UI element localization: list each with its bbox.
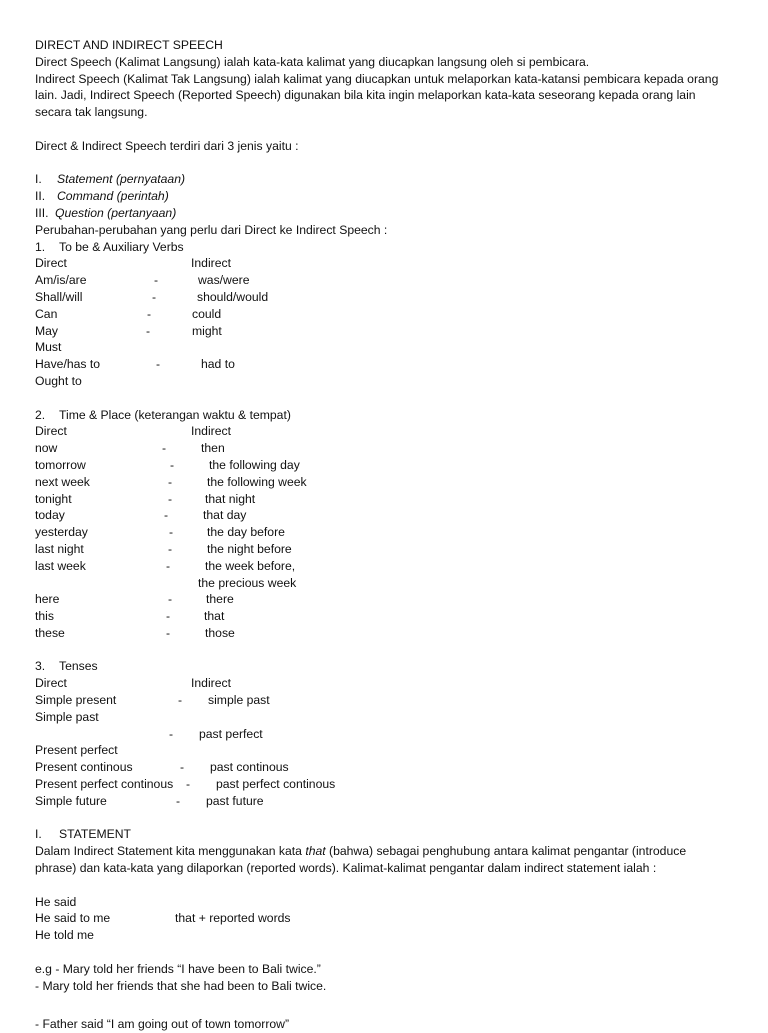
table-row (35, 339, 735, 356)
table-row (35, 524, 735, 541)
document-page (35, 37, 735, 994)
table-row (35, 541, 735, 558)
indirect-cell: had to (201, 357, 235, 372)
indirect-cell: the following day (209, 457, 300, 472)
direct-cell: Can (35, 306, 58, 321)
direct-cell: Simple present (35, 693, 117, 708)
indirect-cell: that night (205, 491, 256, 506)
col-indirect: Indirect (191, 256, 231, 271)
indirect-cell: should/would (197, 289, 269, 304)
direct-cell: Ought to (35, 373, 82, 388)
dash-cell: - (162, 441, 167, 456)
indirect-cell: the precious week (198, 575, 297, 590)
col-direct: Direct (35, 256, 67, 271)
statement-paragraph: Dalam Indirect Statement kita menggunakan kata that (bahwa) sebagai penghubung antara kalimat pengantar (introduce phrase) dan kata-kata yang dilaporkan (reported words). Kalimat-kalimat pengantar dalam indirect statement ialah : (35, 844, 687, 876)
dash-cell: - (166, 609, 171, 624)
table-header (35, 423, 735, 440)
table-row (35, 558, 735, 575)
table-row (35, 692, 735, 709)
dash-cell: - (166, 558, 171, 573)
col-indirect: Indirect (191, 424, 231, 439)
statement-heading: I. STATEMENT (35, 827, 131, 842)
direct-cell: Present perfect continous (35, 777, 174, 792)
direct-cell: these (35, 625, 65, 640)
dash-cell: - (178, 693, 183, 708)
types-heading: Direct & Indirect Speech terdiri dari 3 jenis yaitu : (35, 138, 299, 153)
direct-cell: last week (35, 558, 86, 573)
table-row (35, 289, 735, 306)
section-heading: 1. To be & Auxiliary Verbs (35, 239, 184, 254)
section-heading: 3. Tenses (35, 659, 98, 674)
table-row (35, 323, 735, 340)
direct-cell: tonight (35, 491, 72, 506)
dash-cell: - (168, 541, 173, 556)
direct-cell: May (35, 323, 59, 338)
indirect-cell: past continous (210, 760, 289, 775)
direct-cell: here (35, 592, 60, 607)
dash-cell: - (156, 357, 161, 372)
changes-heading: Perubahan-perubahan yang perlu dari Direct ke Indirect Speech : (35, 222, 388, 237)
dash-cell: - (147, 306, 152, 321)
indirect-cell: the day before (207, 525, 285, 540)
indirect-cell: the night before (207, 541, 292, 556)
intro-phrase: He said to me that + reported words (35, 911, 291, 926)
type-item: I. Statement (pernyataan) (35, 172, 186, 187)
connector-text: that + reported words (175, 911, 291, 926)
table-row (35, 440, 735, 457)
direct-cell: now (35, 441, 58, 456)
direct-cell: tomorrow (35, 457, 86, 472)
direct-cell: Simple future (35, 793, 107, 808)
indirect-cell: could (192, 306, 222, 321)
col-direct: Direct (35, 676, 67, 691)
indirect-cell: that day (203, 508, 247, 523)
table-row (35, 575, 735, 592)
example-line: - Mary told her friends that she had been to Bali twice. (35, 978, 327, 993)
table-row (35, 306, 735, 323)
col-indirect: Indirect (191, 676, 231, 691)
example-line: e.g - Mary told her friends “I have been to Bali twice.” (35, 961, 321, 976)
indirect-cell: past perfect (199, 726, 263, 741)
direct-cell: Present perfect (35, 743, 118, 758)
direct-cell: this (35, 609, 54, 624)
col-direct: Direct (35, 424, 67, 439)
type-item: III. Question (pertanyaan) (35, 205, 177, 220)
dash-cell: - (168, 491, 173, 506)
table-header (35, 675, 735, 692)
example-line-cut: - Father said “I am going out of town tomorrow” (35, 1017, 290, 1031)
table-row (35, 776, 735, 793)
intro-direct-speech: Direct Speech (Kalimat Langsung) ialah kata-kata kalimat yang diucapkan langsung oleh si pembicara. (35, 54, 590, 69)
direct-cell: next week (35, 474, 90, 489)
intro-phrase: He said (35, 894, 77, 909)
table-header (35, 255, 735, 272)
dash-cell: - (168, 592, 173, 607)
dash-cell: - (152, 289, 157, 304)
dash-cell: - (169, 525, 174, 540)
table-row (35, 373, 735, 390)
table-row (35, 759, 735, 776)
indirect-cell: the week before, (205, 558, 296, 573)
table-row (35, 507, 735, 524)
direct-cell: Shall/will (35, 289, 83, 304)
table-row (35, 726, 735, 743)
direct-cell: Have/has to (35, 357, 101, 372)
table-row (35, 591, 735, 608)
table-row (35, 491, 735, 508)
indirect-cell: was/were (198, 273, 250, 288)
dash-cell: - (180, 760, 185, 775)
indirect-cell: there (206, 592, 234, 607)
table-row (35, 356, 735, 373)
table-row (35, 474, 735, 491)
table-row (35, 625, 735, 642)
dash-cell: - (186, 777, 191, 792)
section-heading: 2. Time & Place (keterangan waktu & tempat) (35, 407, 291, 422)
dash-cell: - (176, 793, 181, 808)
direct-cell: Simple past (35, 709, 99, 724)
document-title: DIRECT AND INDIRECT SPEECH (35, 38, 223, 52)
direct-cell: yesterday (35, 525, 88, 540)
dash-cell: - (170, 457, 175, 472)
direct-cell: today (35, 508, 65, 523)
table-row (35, 457, 735, 474)
type-item: II. Command (perintah) (35, 189, 169, 204)
indirect-cell: might (192, 323, 222, 338)
direct-cell: Present continous (35, 760, 133, 775)
table-row (35, 608, 735, 625)
indirect-cell: simple past (208, 693, 270, 708)
dash-cell: - (169, 726, 174, 741)
indirect-cell: that (204, 609, 225, 624)
direct-cell: last night (35, 541, 84, 556)
table-row (35, 272, 735, 289)
direct-cell: Am/is/are (35, 273, 87, 288)
intro-phrase: He told me (35, 928, 94, 943)
dash-cell: - (146, 323, 151, 338)
table-row (35, 742, 735, 759)
indirect-cell: the following week (207, 474, 307, 489)
indirect-cell: past future (206, 793, 264, 808)
dash-cell: - (154, 273, 159, 288)
indirect-cell: then (201, 441, 225, 456)
dash-cell: - (168, 474, 173, 489)
table-row (35, 709, 735, 726)
indirect-cell: those (205, 625, 235, 640)
indirect-cell: past perfect continous (216, 777, 336, 792)
intro-indirect-speech: Indirect Speech (Kalimat Tak Langsung) ialah kalimat yang diucapkan untuk melaporkan kata-katansi pembicara kepada orang lain. Jadi, Indirect Speech (Reported Speech) digunakan bila kita ingin melaporkan kata-kata seseorang kepada orang lain secara tak langsung. (35, 71, 719, 120)
table-row (35, 793, 735, 810)
dash-cell: - (164, 508, 169, 523)
dash-cell: - (166, 625, 171, 640)
direct-cell: Must (35, 340, 62, 355)
